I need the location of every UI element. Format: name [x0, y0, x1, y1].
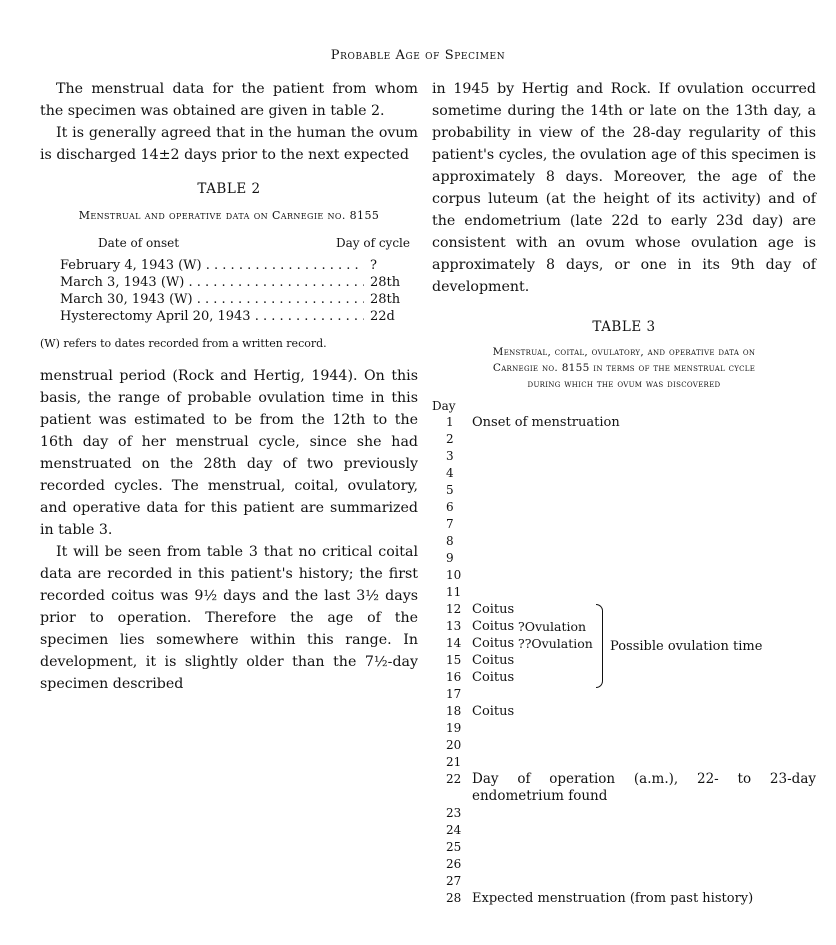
day-event: Expected menstruation (from past history): [472, 891, 754, 906]
list-item: [432, 431, 816, 448]
day-number: 1: [446, 415, 454, 429]
day-number: 22: [446, 772, 462, 786]
left-column: [40, 78, 418, 695]
table-3-day-list: [432, 414, 816, 934]
day-number: 12: [446, 602, 462, 616]
list-item: [432, 499, 816, 516]
day-event: Onset of menstruation: [472, 415, 620, 430]
day-number: 18: [446, 704, 462, 718]
row-date: February 4, 1943 (W) . . .: [60, 257, 364, 274]
table-3-caption-1: Menstrual, coital, ovulatory, and operative data on: [492, 346, 756, 358]
left-paragraph-2: It is generally agreed that in the human the ovum is discharged 14±2 days prior to the next expected: [40, 125, 418, 163]
table-3-caption-3: during which the ovum was discovered: [527, 378, 721, 390]
day-number: 7: [446, 517, 454, 531]
day-number: 6: [446, 500, 454, 514]
day-number: 15: [446, 653, 462, 667]
day-number: 11: [446, 585, 462, 599]
row-day: 28th: [370, 275, 401, 290]
list-item: [432, 465, 816, 482]
left-paragraph-4: It will be seen from table 3 that no critical coital data are recorded in this patient's history; the first recorded coitus was 9½ days and the last 3½ days prior to operation. Therefore the age of the specimen lies somewhere within this range. In development, it is slightly older than the 7½-day specimen described: [40, 544, 418, 692]
table-row: [40, 274, 418, 291]
day-number: 24: [446, 823, 462, 837]
row-date: March 3, 1943 (W) . . .: [60, 274, 364, 291]
day-event: Coitus: [472, 619, 515, 634]
day-number: 4: [446, 466, 454, 480]
list-item: [432, 839, 816, 856]
day-number: 27: [446, 874, 462, 888]
day-number: 23: [446, 806, 462, 820]
list-item: [432, 414, 816, 431]
day-number: 10: [446, 568, 462, 582]
row-date: March 30, 1943 (W) . . .: [60, 291, 364, 308]
day-event: Coitus: [472, 704, 515, 719]
row-day: 22d: [370, 309, 395, 324]
day-number: 21: [446, 755, 462, 769]
list-item: [432, 618, 816, 635]
list-item: [432, 482, 816, 499]
table-row: [40, 291, 418, 308]
day-number: 3: [446, 449, 454, 463]
list-item: [432, 584, 816, 601]
operation-event: Day of operation (a.m.), 22- to 23-day endometrium found: [472, 771, 816, 804]
row-day: ?: [370, 258, 377, 273]
page-header: Probable Age of Specimen: [330, 48, 506, 63]
day-number: 20: [446, 738, 462, 752]
day-number: 9: [446, 551, 454, 565]
table-row: [40, 257, 418, 274]
day-number: 25: [446, 840, 462, 854]
left-paragraph-1: The menstrual data for the patient from whom the specimen was obtained are given in table 2.: [40, 81, 418, 119]
table-2-col-day: Day of cycle: [335, 236, 410, 250]
list-item: [432, 533, 816, 550]
row-date: Hysterectomy April 20, 1943 . . .: [60, 308, 364, 325]
table-3-title: TABLE 3: [592, 319, 656, 335]
list-item: [432, 873, 816, 890]
list-item: [432, 703, 816, 720]
left-paragraph-3: menstrual period (Rock and Hertig, 1944). On this basis, the range of probable ovulation time in this patient was estimated to be from the 12th to the 16th day of her menstrual cycle, since she had menstruated on the 28th day of two previously recorded cycles. The menstrual, coital, ovulatory, and operative data for this patient are summarized in table 3.: [40, 368, 418, 538]
day-number: 19: [446, 721, 462, 735]
list-item: [432, 550, 816, 567]
table-2-col-date: Date of onset: [98, 236, 180, 250]
day-event: Coitus: [472, 653, 515, 668]
table-2-header: [40, 232, 418, 254]
day-number: 2: [446, 432, 454, 446]
ovulation-mark: ??Ovulation: [518, 636, 593, 651]
list-item: [432, 686, 816, 703]
day-number: 17: [446, 687, 462, 701]
possible-ovulation-label: Possible ovulation time: [610, 639, 763, 654]
list-item: [432, 805, 816, 822]
day-number: 14: [446, 636, 462, 650]
day-event: Coitus: [472, 602, 515, 617]
day-number: 5: [446, 483, 454, 497]
table-3-caption-2: Carnegie no. 8155 in terms of the menstrual cycle: [492, 362, 756, 374]
table-row: [40, 308, 418, 325]
list-item: [432, 856, 816, 873]
table-2-caption: Menstrual and operative data on Carnegie no. 8155: [78, 209, 380, 222]
day-event: Coitus: [472, 636, 515, 651]
list-item: [432, 822, 816, 839]
list-item: [432, 771, 816, 805]
list-item: [432, 669, 816, 686]
table-2-note: (W) refers to dates recorded from a written record.: [40, 337, 327, 350]
ovulation-mark: ?Ovulation: [518, 619, 587, 634]
list-item: [432, 720, 816, 737]
list-item: [432, 567, 816, 584]
day-number: 8: [446, 534, 454, 548]
right-paragraph-1: in 1945 by Hertig and Rock. If ovulation occurred sometime during the 14th or late on the 13th day, a probability in view of the 28-day regularity of this patient's cycles, the ovulation age of this specimen is approximately 8 days. Moreover, the age of the corpus luteum (at the height of its activity) and of the endometrium (late 22d to early 23d day) are consistent with an ovum whose ovulation age is approximately 8 days, or one in its 9th day of development.: [432, 81, 816, 295]
day-number: 28: [446, 891, 462, 905]
right-column: [432, 78, 816, 934]
row-day: 28th: [370, 292, 401, 307]
list-item: [432, 516, 816, 533]
list-item: [432, 754, 816, 771]
day-number: 26: [446, 857, 462, 871]
day-number: 16: [446, 670, 462, 684]
list-item: [432, 737, 816, 754]
ovulation-brace: [596, 604, 603, 688]
day-number: 13: [446, 619, 462, 633]
list-item: [432, 890, 816, 907]
list-item: [432, 601, 816, 618]
table-2-title: TABLE 2: [197, 181, 261, 197]
day-event: Coitus: [472, 670, 515, 685]
list-item: [432, 448, 816, 465]
table-3-day-label: Day: [432, 399, 456, 413]
